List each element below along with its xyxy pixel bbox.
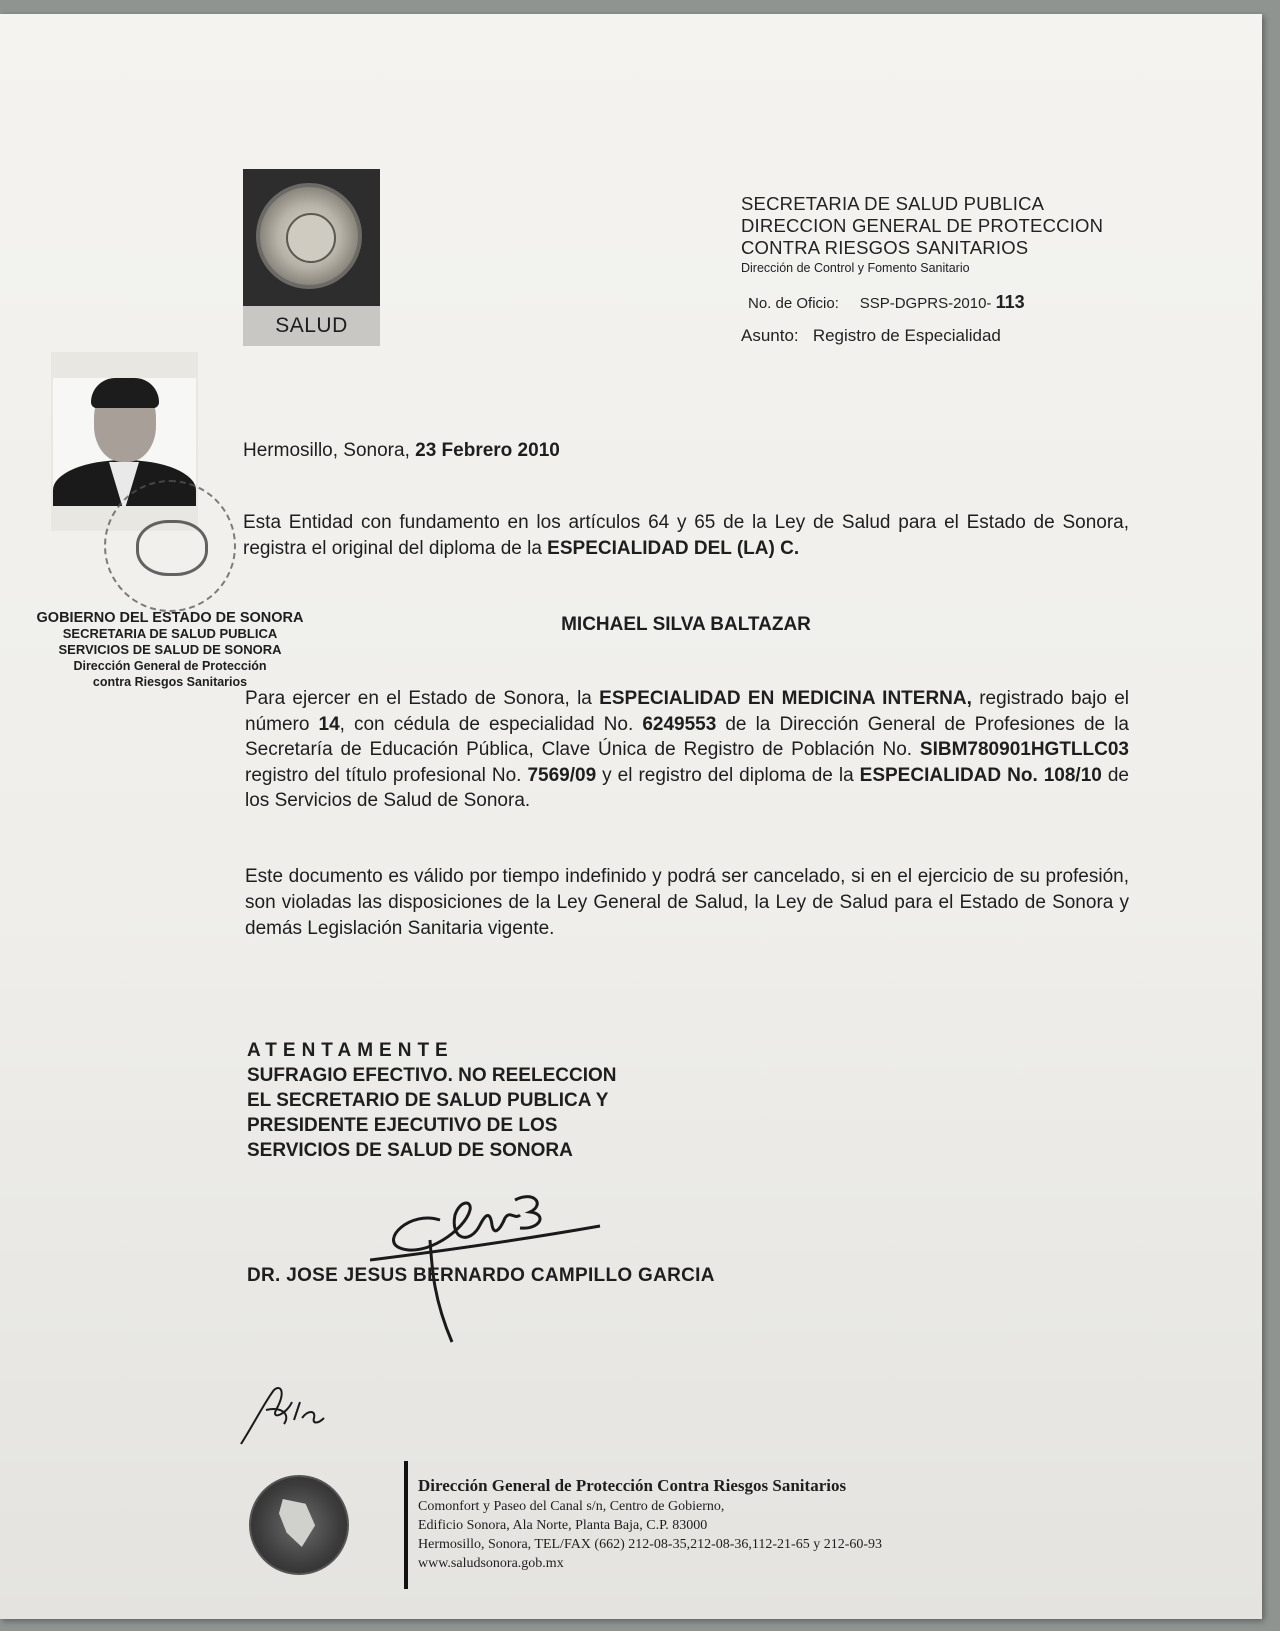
p2-segment: de los Servicios de Salud de Sonora.: [245, 764, 1129, 811]
closing-line-2: SUFRAGIO EFECTIVO. NO REELECCION: [247, 1065, 617, 1086]
closing-line-5: SERVICIOS DE SALUD DE SONORA: [247, 1140, 573, 1161]
closing-line-3: EL SECRETARIO DE SALUD PUBLICA Y: [247, 1090, 609, 1111]
closing-line-4: PRESIDENTE EJECUTIVO DE LOS: [247, 1115, 558, 1136]
stamp-line-5: contra Riesgos Sanitarios: [92, 675, 248, 689]
footer-line-1: Comonfort y Paseo del Canal s/n, Centro de Gobierno,: [418, 1499, 725, 1514]
header-line-1: SECRETARIA DE SALUD PUBLICA: [741, 193, 1045, 214]
header-line-2: DIRECCION GENERAL DE PROTECCION: [741, 215, 1104, 236]
closing-line-1: ATENTAMENTE: [247, 1040, 454, 1061]
signer-name: DR. JOSE JESUS BERNARDO CAMPILLO GARCIA: [247, 1265, 715, 1286]
date-line: [243, 440, 560, 462]
p2-segment: Para ejercer en el Estado de Sonora, la: [245, 688, 600, 709]
footer-website: www.saludsonora.gob.mx: [418, 1556, 564, 1571]
p2-segment: registro del título profesional No.: [245, 764, 528, 786]
stamp-line-2: SECRETARIA DE SALUD PUBLICA: [62, 626, 278, 641]
paragraph-3: Este documento es válido por tiempo indefinido y podrá ser cancelado, si en el ejercicio de su profesión, son violadas las disposiciones de la Ley General de Salud, la Ley de Salud para el Estado de Sonora y demás Legislación Sanitaria vigente.: [245, 866, 1129, 939]
initials-mark: [236, 1380, 356, 1446]
p2-segment: , con cédula de especialidad No.: [339, 713, 643, 735]
p2-segment: y el registro del diploma de la: [596, 764, 860, 786]
logo-label: SALUD: [243, 306, 380, 346]
state-seal-icon: [256, 183, 362, 289]
asunto-value: Registro de Especialidad: [812, 326, 1001, 345]
official-stamp-seal: [104, 480, 236, 612]
salud-logo: [243, 169, 380, 306]
header-block: [741, 193, 1103, 277]
curp-value: SIBM780901HGTLLC03: [919, 739, 1129, 760]
holder-name: MICHAEL SILVA BALTAZAR: [561, 614, 811, 635]
stamp-line-4: Dirección General de Protección: [73, 659, 267, 673]
oficio-label: No. de Oficio:: [748, 295, 839, 312]
title-registration: 7569/09: [527, 764, 597, 786]
footer-line-3: Hermosillo, Sonora, TEL/FAX (662) 212-08-35,212-08-36,112-21-65 y 212-60-93: [418, 1537, 883, 1552]
stamp-line-1: GOBIERNO DEL ESTADO DE SONORA: [36, 610, 304, 626]
oficio-prefix: SSP-DGPRS-2010-: [859, 295, 992, 312]
cedula-number: 6249553: [642, 713, 717, 735]
date-value: 23 Febrero 2010: [415, 440, 560, 461]
footer-block: [418, 1475, 882, 1573]
footer-line-2: Edificio Sonora, Ala Norte, Planta Baja, C.P. 83000: [418, 1518, 708, 1533]
closing-block: [247, 1038, 616, 1163]
diploma-registration: ESPECIALIDAD No. 108/10: [859, 764, 1102, 786]
registration-number: 14: [318, 713, 340, 735]
asunto-label: Asunto:: [741, 326, 799, 345]
header-subline: Dirección de Control y Fomento Sanitario: [741, 261, 970, 275]
footer-title: Dirección General de Protección Contra Riesgos Sanitarios: [418, 1476, 847, 1495]
header-line-3: CONTRA RIESGOS SANITARIOS: [741, 237, 1029, 258]
stamp-line-3: SERVICIOS DE SALUD DE SONORA: [58, 642, 282, 657]
oficio-line: [748, 292, 1025, 313]
paragraph-2: [245, 686, 1129, 814]
p1-text: Esta Entidad con fundamento en los artículos 64 y 65 de la Ley de Salud para el Estado de Sonora, registra el original del diploma de la: [243, 512, 1129, 559]
p2-segment: de la Dirección General de Profesiones de la Secretaría de Educación Pública, Clave Única de Registro de Población No.: [245, 713, 1129, 760]
oficio-number: 113: [995, 292, 1025, 312]
signature-mark: [370, 1170, 610, 1345]
asunto-line: [741, 326, 1001, 346]
footer-state-seal-icon: [249, 1475, 349, 1575]
date-place: Hermosillo, Sonora,: [243, 440, 410, 461]
p1-bold: ESPECIALIDAD DEL (LA) C.: [547, 538, 800, 559]
footer-divider: [404, 1461, 408, 1589]
paragraph-1: [243, 510, 1129, 562]
p2-segment: registrado bajo el número: [245, 688, 1129, 735]
specialty-name: ESPECIALIDAD EN MEDICINA INTERNA,: [599, 688, 972, 709]
